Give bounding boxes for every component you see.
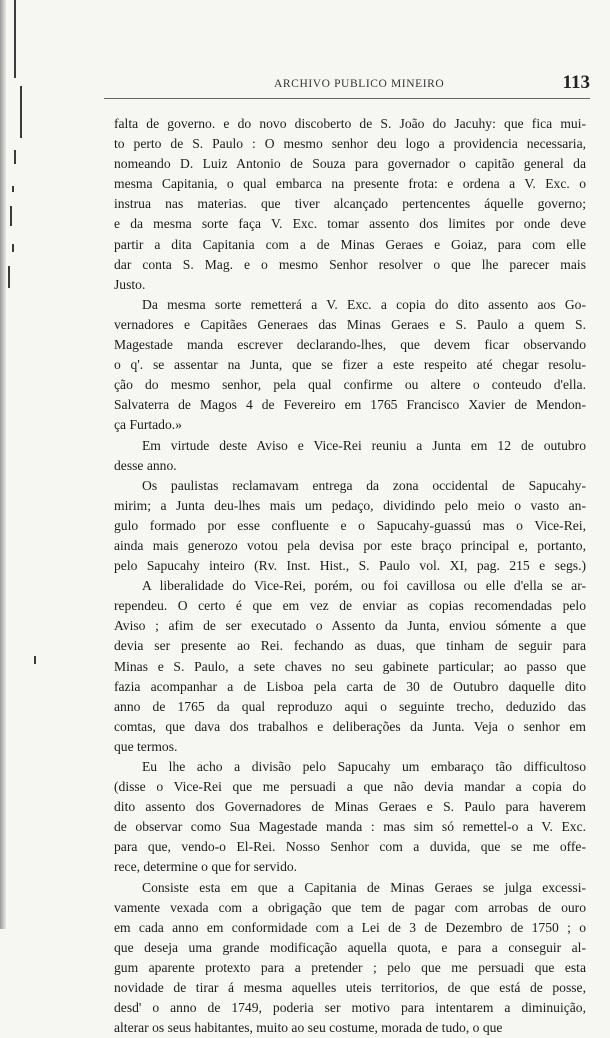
margin-mark: [12, 244, 14, 252]
text-line: que deseja uma grande modificação aquella quota, e para a conseguir al-: [114, 939, 586, 955]
text-line: Justo.: [114, 276, 146, 292]
text-line: gum aparente protexto para a pretender ; pelo que me persuadi que esta: [114, 959, 586, 975]
text-line: devia ser presente ao Rei. fechando as duas, que tinham de seguir para: [114, 638, 586, 654]
text-line: rece, determine o que for servido.: [114, 859, 298, 875]
margin-mark: [34, 656, 36, 664]
text-line: Da mesma sorte remetterá a V. Exc. a copia do dito assento aos Go-: [142, 296, 586, 312]
text-line: rependeu. O certo é que em vez de enviar as copias recomendadas pelo: [114, 598, 586, 614]
page-number: 113: [562, 72, 590, 93]
text-line: mesma Capitania, o qual embarca na presente frota: e ordena a V. Exc. o: [114, 176, 586, 192]
text-line: desse anno.: [114, 457, 177, 473]
text-line: gulo formado por esse confluente e o Sapucahy-guassú mas o Vice-Rei,: [114, 517, 586, 533]
text-line: mirim; a Junta deu-lhes mais um pedaço, dividindo pelo meio o vasto an-: [114, 497, 586, 513]
text-line: instrua nas materias. que tiver alcançado pertencentes áquelle governo;: [114, 196, 586, 212]
text-line: dar conta S. Mag. e o mesmo Senhor resolver o que lhe parecer mais: [114, 256, 586, 272]
text-line: fazia acompanhar a de Lisboa pela carta de 30 de Outubro daquelle dito: [114, 678, 586, 694]
text-line: Consiste esta em que a Capitania de Minas Geraes se julga excessi-: [142, 879, 586, 895]
text-line: nomeando D. Luiz Antonio de Souza para governador o capitão general da: [114, 156, 586, 172]
text-line: Minas e S. Paulo, a sete chaves no seu gabinete particular; ao passo que: [114, 658, 586, 674]
text-line: Salvaterra de Magos 4 de Fevereiro em 1765 Francisco Xavier de Mendon-: [114, 397, 586, 413]
text-line: vernadores e Capitães Generaes das Minas Geraes e S. Paulo a quem S.: [114, 316, 586, 332]
text-line: Aviso ; afim de ser executado o Assento da Junta, enviou sómente a que: [114, 618, 586, 634]
margin-mark: [10, 206, 12, 226]
text-line: dito assento dos Governadores de Minas Geraes e S. Paulo para haverem: [114, 799, 586, 815]
margin-mark: [20, 86, 22, 138]
text-line: vamente vexada com a obrigação que tem de pagar com arrobas de ouro: [114, 899, 586, 915]
text-line: que termos.: [114, 738, 178, 754]
text-line: A liberalidade do Vice-Rei, porém, ou foi cavillosa ou elle d'ella se ar-: [142, 578, 586, 594]
text-line: alterar os seus habitantes, muito ao seu costume, morada de tudo, o que: [114, 1020, 503, 1036]
text-line: o q'. se assentar na Junta, que se fizer a este respeito até chegar resolu-: [114, 357, 586, 373]
text-line: partir a dita Capitania com a de Minas Geraes e Goiaz, para com elle: [114, 236, 586, 252]
margin-mark: [14, 150, 16, 164]
text-line: anno de 1765 da qual reproduzo aqui o seguinte trecho, deduzido das: [114, 698, 586, 714]
text-line: falta de governo. e do novo discoberto de S. João do Jacuhy: que fica mui-: [114, 116, 586, 131]
text-line: (disse o Vice-Rei que me persuadi a que não devia mandar a copia do: [114, 779, 586, 795]
text-line: ça Furtado.»: [114, 417, 182, 433]
text-line: para que, vendo-o El-Rei. Nosso Senhor com a duvida, que se me offe-: [114, 839, 586, 855]
body-text: [114, 114, 586, 1038]
text-line: em cada anno em conformidade com a Lei de 3 de Dezembro de 1750 ; o: [114, 919, 586, 935]
text-line: to perto de S. Paulo : O mesmo senhor deu logo a providencia necessaria,: [114, 136, 586, 152]
margin-mark: [8, 266, 10, 288]
text-line: ainda mais generozo votou pela devisa por este braço principal e, portanto,: [114, 537, 586, 553]
text-line: e da mesma sorte faça V. Exc. tomar assento dos limites por onde deve: [114, 216, 586, 232]
text-line: de observar como Sua Magestade manda : mas sim só remettel-o a V. Exc.: [114, 819, 586, 835]
text-line: Em virtude deste Aviso e Vice-Rei reuniu a Junta em 12 de outubro: [142, 437, 586, 453]
text-line: Eu lhe acho a divisão pelo Sapucahy um embaraço tão difficultoso: [142, 759, 586, 774]
text-line: Os paulistas reclamavam entrega da zona occidental de Sapucahy-: [142, 477, 586, 493]
text-line: comtas, que dava dos trabalhos e deliberações da Junta. Veja o senhor em: [114, 718, 586, 734]
text-line: novidade de tirar á mesma aquelles uteis territorios, de que está de posse,: [114, 980, 586, 996]
scan-edge-shadow: [0, 0, 6, 929]
page-header: [104, 72, 592, 96]
text-line: desd' o anno de 1749, poderia ser motivo para intentarem a diminuição,: [114, 1000, 586, 1016]
text-line: ção do mesmo senhor, pela qual confirme ou altere o conteudo d'ella.: [114, 377, 586, 393]
text-line: Magestade manda escrever declarando-lhes, que devem ficar observando: [114, 337, 586, 353]
header-rule: [104, 98, 590, 99]
running-title: ARCHIVO PUBLICO MINEIRO: [274, 78, 445, 90]
text-line: pelo Sapucahy inteiro (Rv. Inst. Hist., S. Paulo vol. XI, pag. 215 e segs.): [114, 558, 586, 574]
margin-mark: [14, 0, 16, 78]
margin-mark: [12, 186, 14, 192]
